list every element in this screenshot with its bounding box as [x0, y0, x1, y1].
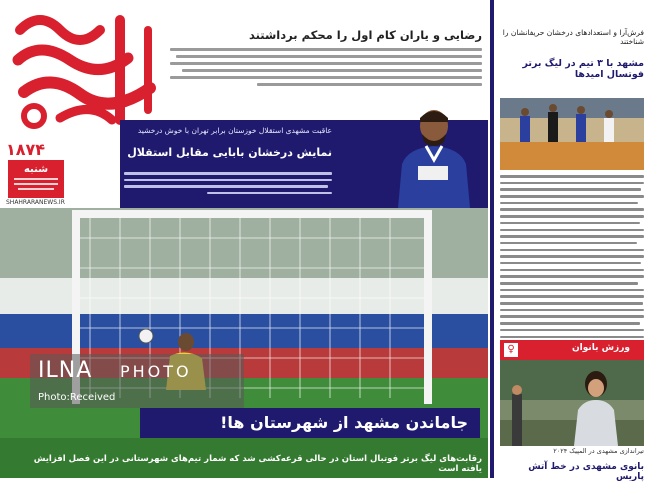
watermark-word: PHOTO — [120, 362, 192, 381]
issue-number: ۱۸۷۴ — [6, 140, 46, 159]
sidebar-title: مشهد با ۳ تیم در لیگ برتر فوتسال امیدها — [522, 58, 644, 80]
date-box — [8, 160, 64, 198]
shooter-photo — [500, 360, 644, 446]
main-headline — [140, 408, 480, 438]
website: SHAHRARANEWS.IR — [6, 199, 65, 206]
date-lines — [14, 178, 58, 180]
women-sport-icon: ♀ — [504, 343, 518, 357]
date-lines — [18, 188, 54, 190]
section-badge-label: ورزش بانوان — [571, 343, 630, 353]
sidebar-caption: تیراندازی مشهدی در المپیک ۲۰۲۴ — [553, 447, 644, 455]
watermark-caption: Photo:Received — [38, 392, 116, 403]
feature-kicker: عاقبت مشهدی استقلال خوزستان برابر تهران با خوش درخشید — [137, 126, 332, 135]
feature-body — [124, 172, 332, 198]
futsal-photo — [500, 98, 644, 170]
sidebar-caption-title: بانوی مشهدی در خط آتش پاریس — [528, 462, 644, 482]
date-lines — [14, 183, 58, 185]
main-subheadline: رقابت‌های لیگ برتر فوتبال استان در حالی قرعه‌کشی شد که شمار تیم‌های شهرستانی در این فصل افزایش یافته است — [33, 454, 482, 474]
main-headline-text: جاماندن مشهد از شهرستان ها! — [220, 413, 468, 432]
player-portrait — [384, 104, 478, 208]
masthead-logo — [0, 0, 168, 140]
sidebar-kicker: فرش‌آرا و استعدادهای درخشان حریفانشان را شناختند — [502, 28, 644, 46]
top-story-title: رضایی و یاران کام اول را محکم برداشتند — [248, 28, 482, 42]
watermark-brand: ILNA — [38, 358, 93, 383]
day-label: شنبه — [23, 164, 49, 175]
feature-title: نمایش درخشان بابایی مقابل استقلال — [127, 146, 332, 159]
